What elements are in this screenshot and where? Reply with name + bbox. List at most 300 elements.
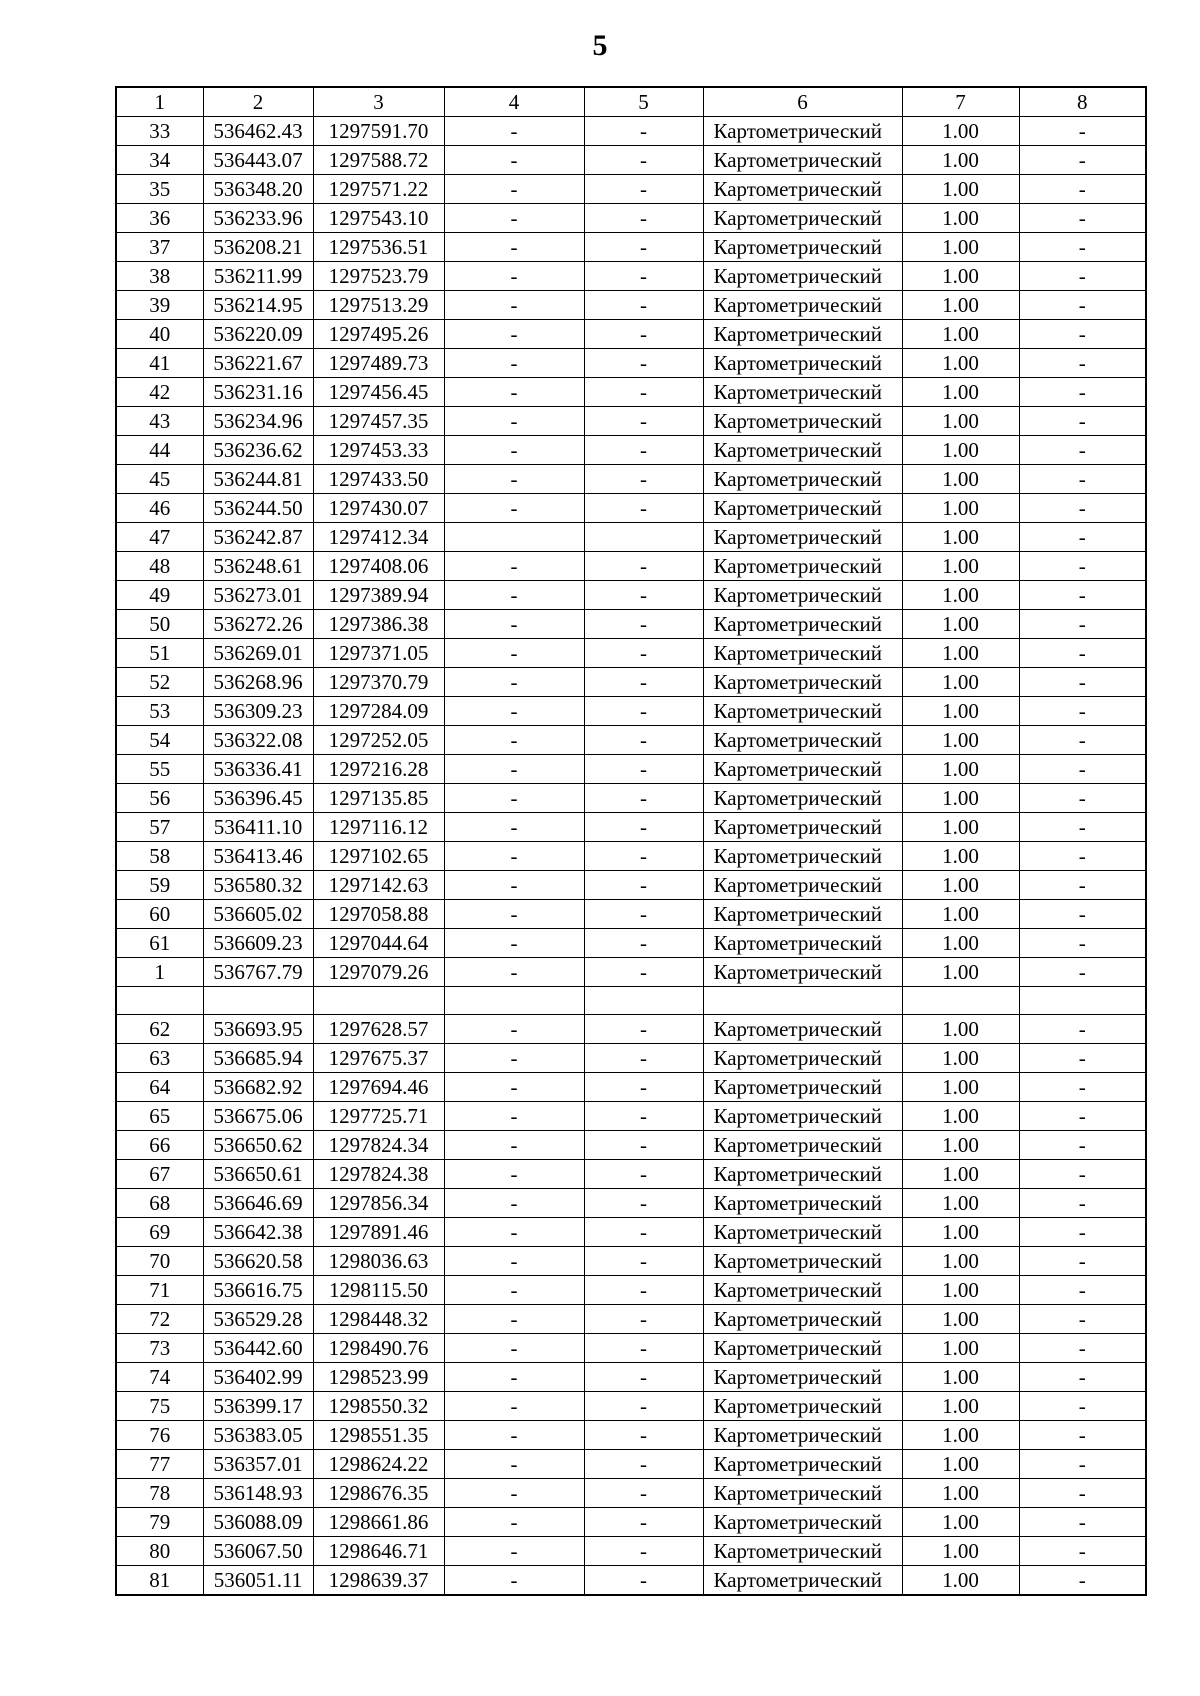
col-5-cell: - [584, 1044, 703, 1073]
col-8-cell: - [1019, 523, 1146, 552]
method-cell: Картометрический [703, 726, 902, 755]
accuracy-cell: 1.00 [902, 1421, 1019, 1450]
x-coordinate-cell: 536642.38 [203, 1218, 313, 1247]
method-cell: Картометрический [703, 146, 902, 175]
x-coordinate-cell: 536231.16 [203, 378, 313, 407]
method-cell: Картометрический [703, 1566, 902, 1596]
point-number-cell: 53 [116, 697, 203, 726]
point-number-cell: 38 [116, 262, 203, 291]
col-8-cell: - [1019, 204, 1146, 233]
col-4-cell: - [444, 871, 584, 900]
col-8-cell: - [1019, 494, 1146, 523]
accuracy-cell: 1.00 [902, 1131, 1019, 1160]
col-8-cell: - [1019, 1102, 1146, 1131]
x-coordinate-cell: 536051.11 [203, 1566, 313, 1596]
method-cell: Картометрический [703, 1102, 902, 1131]
table-row [116, 1102, 1146, 1131]
accuracy-cell: 1.00 [902, 523, 1019, 552]
method-cell: Картометрический [703, 697, 902, 726]
col-5-cell: - [584, 958, 703, 987]
y-coordinate-cell: 1297371.05 [313, 639, 444, 668]
method-cell: Картометрический [703, 117, 902, 146]
column-header-4: 4 [444, 87, 584, 117]
col-4-cell: - [444, 1508, 584, 1537]
col-8-cell: - [1019, 929, 1146, 958]
col-4-cell: - [444, 407, 584, 436]
col-4-cell: - [444, 1566, 584, 1596]
table-row [116, 291, 1146, 320]
col-8-cell: - [1019, 1015, 1146, 1044]
y-coordinate-cell: 1297044.64 [313, 929, 444, 958]
method-cell: Картометрический [703, 1276, 902, 1305]
col-5-cell: - [584, 1537, 703, 1566]
point-number-cell: 41 [116, 349, 203, 378]
y-coordinate-cell: 1297116.12 [313, 813, 444, 842]
x-coordinate-cell: 536675.06 [203, 1102, 313, 1131]
table-row [116, 639, 1146, 668]
table-row [116, 1421, 1146, 1450]
method-cell: Картометрический [703, 871, 902, 900]
table-row [116, 233, 1146, 262]
col-5-cell [584, 987, 703, 1015]
accuracy-cell: 1.00 [902, 1392, 1019, 1421]
column-header-6: 6 [703, 87, 902, 117]
col-8-cell: - [1019, 813, 1146, 842]
accuracy-cell: 1.00 [902, 871, 1019, 900]
y-coordinate-cell: 1297694.46 [313, 1073, 444, 1102]
x-coordinate-cell: 536462.43 [203, 117, 313, 146]
accuracy-cell: 1.00 [902, 117, 1019, 146]
y-coordinate-cell: 1298551.35 [313, 1421, 444, 1450]
point-number-cell: 77 [116, 1450, 203, 1479]
col-4-cell [444, 523, 584, 552]
table-row [116, 1131, 1146, 1160]
table-row [116, 262, 1146, 291]
table-row [116, 1450, 1146, 1479]
col-8-cell: - [1019, 1189, 1146, 1218]
y-coordinate-cell: 1297824.38 [313, 1160, 444, 1189]
col-4-cell: - [444, 1015, 584, 1044]
x-coordinate-cell: 536646.69 [203, 1189, 313, 1218]
point-number-cell: 68 [116, 1189, 203, 1218]
point-number-cell: 44 [116, 436, 203, 465]
point-number-cell: 52 [116, 668, 203, 697]
x-coordinate-cell: 536616.75 [203, 1276, 313, 1305]
table-row [116, 204, 1146, 233]
point-number-cell: 65 [116, 1102, 203, 1131]
point-number-cell: 35 [116, 175, 203, 204]
method-cell: Картометрический [703, 1305, 902, 1334]
col-4-cell: - [444, 494, 584, 523]
col-5-cell: - [584, 581, 703, 610]
x-coordinate-cell: 536236.62 [203, 436, 313, 465]
col-4-cell: - [444, 1218, 584, 1247]
method-cell: Картометрический [703, 465, 902, 494]
x-coordinate-cell: 536650.61 [203, 1160, 313, 1189]
accuracy-cell: 1.00 [902, 349, 1019, 378]
column-header-5: 5 [584, 87, 703, 117]
accuracy-cell: 1.00 [902, 1102, 1019, 1131]
col-5-cell: - [584, 175, 703, 204]
col-4-cell: - [444, 668, 584, 697]
col-4-cell: - [444, 1044, 584, 1073]
y-coordinate-cell: 1298036.63 [313, 1247, 444, 1276]
method-cell: Картометрический [703, 842, 902, 871]
accuracy-cell: 1.00 [902, 1479, 1019, 1508]
col-8-cell: - [1019, 146, 1146, 175]
accuracy-cell: 1.00 [902, 1363, 1019, 1392]
point-number-cell: 50 [116, 610, 203, 639]
method-cell: Картометрический [703, 1421, 902, 1450]
column-header-3: 3 [313, 87, 444, 117]
col-4-cell: - [444, 262, 584, 291]
col-4-cell: - [444, 1247, 584, 1276]
col-5-cell: - [584, 291, 703, 320]
point-number-cell: 73 [116, 1334, 203, 1363]
col-8-cell: - [1019, 117, 1146, 146]
col-8-cell: - [1019, 697, 1146, 726]
table-row [116, 349, 1146, 378]
point-number-cell: 81 [116, 1566, 203, 1596]
col-4-cell: - [444, 755, 584, 784]
col-4-cell: - [444, 552, 584, 581]
point-number-cell: 39 [116, 291, 203, 320]
col-5-cell: - [584, 378, 703, 407]
col-8-cell: - [1019, 175, 1146, 204]
accuracy-cell: 1.00 [902, 958, 1019, 987]
y-coordinate-cell: 1298639.37 [313, 1566, 444, 1596]
table-row [116, 1015, 1146, 1044]
table-row [116, 900, 1146, 929]
accuracy-cell: 1.00 [902, 1218, 1019, 1247]
col-8-cell: - [1019, 726, 1146, 755]
col-5-cell: - [584, 494, 703, 523]
table-row [116, 1160, 1146, 1189]
point-number-cell: 47 [116, 523, 203, 552]
col-8-cell: - [1019, 1044, 1146, 1073]
y-coordinate-cell: 1297628.57 [313, 1015, 444, 1044]
accuracy-cell: 1.00 [902, 465, 1019, 494]
col-4-cell: - [444, 813, 584, 842]
accuracy-cell: 1.00 [902, 929, 1019, 958]
col-5-cell: - [584, 1160, 703, 1189]
y-coordinate-cell: 1298646.71 [313, 1537, 444, 1566]
accuracy-cell: 1.00 [902, 784, 1019, 813]
table-row [116, 523, 1146, 552]
y-coordinate-cell: 1297456.45 [313, 378, 444, 407]
accuracy-cell: 1.00 [902, 842, 1019, 871]
col-4-cell: - [444, 1073, 584, 1102]
table-row [116, 1276, 1146, 1305]
column-header-8: 8 [1019, 87, 1146, 117]
x-coordinate-cell: 536234.96 [203, 407, 313, 436]
method-cell: Картометрический [703, 755, 902, 784]
accuracy-cell: 1.00 [902, 494, 1019, 523]
accuracy-cell: 1.00 [902, 1566, 1019, 1596]
method-cell: Картометрический [703, 929, 902, 958]
col-5-cell: - [584, 117, 703, 146]
col-8-cell [1019, 987, 1146, 1015]
column-header-2: 2 [203, 87, 313, 117]
col-5-cell: - [584, 1247, 703, 1276]
accuracy-cell: 1.00 [902, 610, 1019, 639]
point-number-cell: 34 [116, 146, 203, 175]
col-4-cell: - [444, 1334, 584, 1363]
accuracy-cell: 1.00 [902, 668, 1019, 697]
col-5-cell: - [584, 1073, 703, 1102]
accuracy-cell: 1.00 [902, 813, 1019, 842]
accuracy-cell: 1.00 [902, 726, 1019, 755]
y-coordinate-cell: 1297389.94 [313, 581, 444, 610]
col-5-cell: - [584, 233, 703, 262]
x-coordinate-cell: 536411.10 [203, 813, 313, 842]
col-5-cell: - [584, 755, 703, 784]
y-coordinate-cell: 1297856.34 [313, 1189, 444, 1218]
y-coordinate-cell: 1297252.05 [313, 726, 444, 755]
table-row [116, 784, 1146, 813]
y-coordinate-cell: 1297135.85 [313, 784, 444, 813]
method-cell: Картометрический [703, 1479, 902, 1508]
y-coordinate-cell: 1297591.70 [313, 117, 444, 146]
col-5-cell: - [584, 726, 703, 755]
y-coordinate-cell: 1297457.35 [313, 407, 444, 436]
page-number: 5 [592, 29, 608, 62]
accuracy-cell: 1.00 [902, 1450, 1019, 1479]
table-row [116, 465, 1146, 494]
table-row [116, 929, 1146, 958]
col-8-cell: - [1019, 1363, 1146, 1392]
col-5-cell: - [584, 407, 703, 436]
y-coordinate-cell: 1297284.09 [313, 697, 444, 726]
point-number-cell: 80 [116, 1537, 203, 1566]
table-row [116, 1363, 1146, 1392]
x-coordinate-cell [203, 987, 313, 1015]
accuracy-cell: 1.00 [902, 1044, 1019, 1073]
y-coordinate-cell: 1298115.50 [313, 1276, 444, 1305]
col-8-cell: - [1019, 668, 1146, 697]
y-coordinate-cell [313, 987, 444, 1015]
col-8-cell: - [1019, 1508, 1146, 1537]
col-5-cell: - [584, 1363, 703, 1392]
accuracy-cell: 1.00 [902, 1073, 1019, 1102]
table-row [116, 668, 1146, 697]
table-row [116, 842, 1146, 871]
col-8-cell: - [1019, 958, 1146, 987]
method-cell: Картометрический [703, 1073, 902, 1102]
col-8-cell: - [1019, 1073, 1146, 1102]
y-coordinate-cell: 1297588.72 [313, 146, 444, 175]
method-cell: Картометрический [703, 349, 902, 378]
col-5-cell: - [584, 639, 703, 668]
x-coordinate-cell: 536336.41 [203, 755, 313, 784]
method-cell: Картометрический [703, 1218, 902, 1247]
accuracy-cell: 1.00 [902, 262, 1019, 291]
accuracy-cell: 1.00 [902, 900, 1019, 929]
x-coordinate-cell: 536442.60 [203, 1334, 313, 1363]
col-8-cell: - [1019, 1160, 1146, 1189]
col-4-cell: - [444, 436, 584, 465]
col-8-cell: - [1019, 465, 1146, 494]
col-8-cell: - [1019, 1218, 1146, 1247]
method-cell: Картометрический [703, 900, 902, 929]
accuracy-cell: 1.00 [902, 1305, 1019, 1334]
col-4-cell: - [444, 204, 584, 233]
col-4-cell [444, 987, 584, 1015]
method-cell: Картометрический [703, 204, 902, 233]
x-coordinate-cell: 536148.93 [203, 1479, 313, 1508]
x-coordinate-cell: 536248.61 [203, 552, 313, 581]
point-number-cell [116, 987, 203, 1015]
point-number-cell: 59 [116, 871, 203, 900]
accuracy-cell: 1.00 [902, 1537, 1019, 1566]
y-coordinate-cell: 1297433.50 [313, 465, 444, 494]
col-4-cell: - [444, 378, 584, 407]
col-4-cell: - [444, 465, 584, 494]
y-coordinate-cell: 1297430.07 [313, 494, 444, 523]
y-coordinate-cell: 1297571.22 [313, 175, 444, 204]
col-4-cell: - [444, 842, 584, 871]
accuracy-cell: 1.00 [902, 1189, 1019, 1218]
method-cell: Картометрический [703, 958, 902, 987]
x-coordinate-cell: 536211.99 [203, 262, 313, 291]
col-4-cell: - [444, 639, 584, 668]
x-coordinate-cell: 536693.95 [203, 1015, 313, 1044]
method-cell: Картометрический [703, 1450, 902, 1479]
point-number-cell: 78 [116, 1479, 203, 1508]
col-5-cell: - [584, 813, 703, 842]
point-number-cell: 60 [116, 900, 203, 929]
y-coordinate-cell: 1297453.33 [313, 436, 444, 465]
accuracy-cell: 1.00 [902, 291, 1019, 320]
method-cell: Картометрический [703, 581, 902, 610]
point-number-cell: 33 [116, 117, 203, 146]
method-cell: Картометрический [703, 1508, 902, 1537]
x-coordinate-cell: 536273.01 [203, 581, 313, 610]
y-coordinate-cell: 1297675.37 [313, 1044, 444, 1073]
method-cell: Картометрический [703, 1334, 902, 1363]
x-coordinate-cell: 536244.50 [203, 494, 313, 523]
table-row [116, 871, 1146, 900]
method-cell: Картометрический [703, 1015, 902, 1044]
x-coordinate-cell: 536208.21 [203, 233, 313, 262]
point-number-cell: 67 [116, 1160, 203, 1189]
method-cell: Картометрический [703, 1131, 902, 1160]
col-5-cell: - [584, 1276, 703, 1305]
x-coordinate-cell: 536580.32 [203, 871, 313, 900]
col-8-cell: - [1019, 349, 1146, 378]
method-cell: Картометрический [703, 552, 902, 581]
method-cell: Картометрический [703, 1160, 902, 1189]
col-4-cell: - [444, 958, 584, 987]
accuracy-cell: 1.00 [902, 175, 1019, 204]
y-coordinate-cell: 1298448.32 [313, 1305, 444, 1334]
col-4-cell: - [444, 1189, 584, 1218]
y-coordinate-cell: 1297543.10 [313, 204, 444, 233]
point-number-cell: 63 [116, 1044, 203, 1073]
y-coordinate-cell: 1298676.35 [313, 1479, 444, 1508]
col-5-cell: - [584, 204, 703, 233]
point-number-cell: 64 [116, 1073, 203, 1102]
x-coordinate-cell: 536244.81 [203, 465, 313, 494]
y-coordinate-cell: 1298661.86 [313, 1508, 444, 1537]
table-row [116, 494, 1146, 523]
col-5-cell: - [584, 871, 703, 900]
col-8-cell: - [1019, 1247, 1146, 1276]
col-5-cell: - [584, 320, 703, 349]
x-coordinate-cell: 536609.23 [203, 929, 313, 958]
accuracy-cell [902, 987, 1019, 1015]
table-row [116, 755, 1146, 784]
method-cell: Картометрический [703, 175, 902, 204]
col-5-cell: - [584, 1450, 703, 1479]
method-cell: Картометрический [703, 813, 902, 842]
x-coordinate-cell: 536242.87 [203, 523, 313, 552]
col-8-cell: - [1019, 1479, 1146, 1508]
col-5-cell [584, 523, 703, 552]
col-4-cell: - [444, 349, 584, 378]
accuracy-cell: 1.00 [902, 1247, 1019, 1276]
col-5-cell: - [584, 552, 703, 581]
col-4-cell: - [444, 1363, 584, 1392]
table-row [116, 146, 1146, 175]
col-5-cell: - [584, 1131, 703, 1160]
y-coordinate-cell: 1298490.76 [313, 1334, 444, 1363]
table-row [116, 1537, 1146, 1566]
x-coordinate-cell: 536322.08 [203, 726, 313, 755]
point-number-cell: 66 [116, 1131, 203, 1160]
y-coordinate-cell: 1297102.65 [313, 842, 444, 871]
accuracy-cell: 1.00 [902, 146, 1019, 175]
accuracy-cell: 1.00 [902, 755, 1019, 784]
accuracy-cell: 1.00 [902, 581, 1019, 610]
x-coordinate-cell: 536233.96 [203, 204, 313, 233]
point-number-cell: 79 [116, 1508, 203, 1537]
col-4-cell: - [444, 1479, 584, 1508]
col-8-cell: - [1019, 871, 1146, 900]
table-row [116, 1508, 1146, 1537]
y-coordinate-cell: 1297370.79 [313, 668, 444, 697]
method-cell: Картометрический [703, 494, 902, 523]
col-4-cell: - [444, 581, 584, 610]
table-row [116, 610, 1146, 639]
col-4-cell: - [444, 1276, 584, 1305]
column-header-1: 1 [116, 87, 203, 117]
table-row [116, 1566, 1146, 1596]
y-coordinate-cell: 1297824.34 [313, 1131, 444, 1160]
accuracy-cell: 1.00 [902, 436, 1019, 465]
point-number-cell: 1 [116, 958, 203, 987]
col-5-cell: - [584, 1479, 703, 1508]
method-cell: Картометрический [703, 233, 902, 262]
x-coordinate-cell: 536605.02 [203, 900, 313, 929]
col-4-cell: - [444, 175, 584, 204]
col-8-cell: - [1019, 1566, 1146, 1596]
table-row [116, 1073, 1146, 1102]
col-5-cell: - [584, 842, 703, 871]
y-coordinate-cell: 1297216.28 [313, 755, 444, 784]
col-5-cell: - [584, 610, 703, 639]
col-5-cell: - [584, 900, 703, 929]
col-5-cell: - [584, 1015, 703, 1044]
x-coordinate-cell: 536269.01 [203, 639, 313, 668]
col-5-cell: - [584, 436, 703, 465]
point-number-cell: 75 [116, 1392, 203, 1421]
method-cell: Картометрический [703, 639, 902, 668]
accuracy-cell: 1.00 [902, 1334, 1019, 1363]
method-cell: Картометрический [703, 320, 902, 349]
col-5-cell: - [584, 146, 703, 175]
point-number-cell: 58 [116, 842, 203, 871]
